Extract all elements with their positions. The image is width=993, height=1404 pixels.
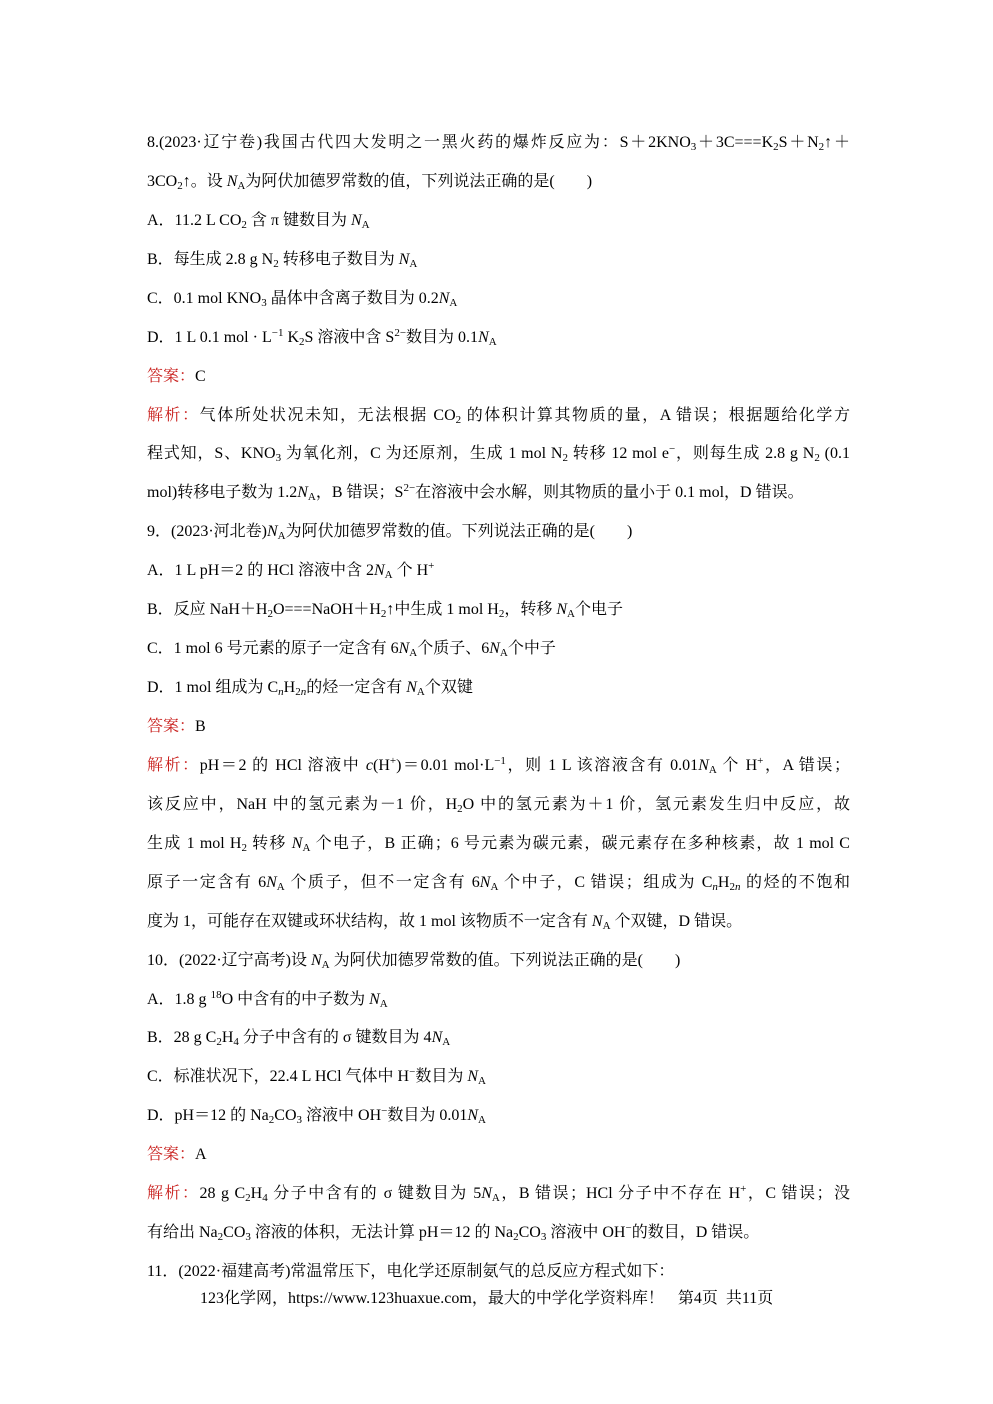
- superscript: 18: [210, 988, 222, 1001]
- question-stem-line: [147, 1257, 674, 1287]
- question-stem-line: [147, 128, 850, 158]
- text-run: S 溶液中含 S: [304, 328, 395, 346]
- subscript: 2: [267, 608, 273, 621]
- subscript: 2: [455, 413, 462, 426]
- superscript: +: [389, 754, 397, 767]
- italic-symbol: N: [291, 834, 303, 852]
- subscript: 2: [729, 880, 735, 893]
- analysis-line: [147, 401, 850, 431]
- subscript: A: [416, 686, 425, 698]
- italic-symbol: c: [365, 756, 374, 774]
- answer-label: 答案：: [147, 367, 196, 385]
- answer-value: A: [195, 1146, 207, 1164]
- text-run: O 中含有的中子数为: [221, 990, 370, 1008]
- text-run: 个中子，C 错误；组成为 C: [498, 873, 713, 891]
- subscript: 2: [457, 802, 463, 815]
- subscript: 2: [241, 218, 247, 231]
- italic-symbol: N: [467, 1107, 479, 1125]
- subscript: 2: [177, 179, 183, 192]
- analysis-line: [147, 790, 850, 820]
- option-line: [147, 634, 556, 664]
- italic-symbol: N: [297, 484, 308, 502]
- subscript: 3: [540, 1231, 547, 1243]
- text-run: ↑。设: [182, 172, 227, 190]
- italic-symbol: N: [406, 679, 417, 696]
- subscript: 2: [241, 841, 247, 854]
- subscript: 3: [296, 1114, 303, 1127]
- subscript: A: [302, 841, 311, 854]
- text-run: CO: [274, 1107, 297, 1125]
- text-run: 的数目，D 错误。: [631, 1224, 760, 1241]
- option-line: [147, 323, 497, 353]
- text-run: 气体所处状况未知，无法根据 CO: [199, 406, 456, 424]
- analysis-line: [147, 478, 804, 508]
- superscript: −: [669, 443, 676, 456]
- text-run: O===NaOH＋H: [272, 601, 381, 619]
- italic-symbol: N: [373, 562, 385, 580]
- text-run: H: [250, 1185, 263, 1203]
- option-line: [147, 673, 473, 703]
- subscript: A: [307, 491, 316, 504]
- italic-subscript: n: [734, 880, 741, 893]
- italic-symbol: N: [481, 1185, 492, 1203]
- subscript: A: [499, 647, 508, 660]
- footer-total-pages: 共11页: [725, 1290, 774, 1307]
- text-run: 9．(2023·河北卷): [147, 523, 267, 541]
- option-line: [147, 284, 457, 314]
- subscript: 2: [216, 1036, 222, 1049]
- answer-line: [147, 1140, 207, 1170]
- text-run: ，B 错误；HCl 分子中不存在 H: [499, 1185, 741, 1203]
- text-run: 溶液中 OH: [302, 1107, 382, 1125]
- text-run: ，转移: [504, 601, 557, 619]
- subscript: A: [449, 296, 458, 309]
- page-footer: [200, 1285, 773, 1313]
- text-run: 数目为 0.01: [387, 1107, 468, 1125]
- question-stem-line: [147, 517, 632, 547]
- text-run: D．1 L 0.1 mol · L: [147, 328, 272, 346]
- text-run: 个 H: [392, 562, 429, 580]
- text-run: B．每生成 2.8 g N: [147, 250, 274, 268]
- superscript: −1: [271, 326, 284, 339]
- text-run: 11．(2022·福建高考)常温常压下，电化学还原制氨气的总反应方程式如下：: [147, 1263, 675, 1280]
- text-run: 个质子、6: [417, 640, 490, 658]
- text-run: B．反应 NaH＋H: [147, 601, 268, 619]
- text-run: 原子一定含有 6: [147, 873, 267, 891]
- superscript: +: [428, 560, 435, 573]
- italic-symbol: N: [226, 172, 238, 190]
- italic-subscript: n: [712, 880, 718, 893]
- subscript: 2: [513, 1231, 519, 1243]
- text-run: 的烃的不饱和: [740, 873, 850, 891]
- text-run: 程式知，S、KNO: [147, 445, 276, 463]
- text-run: D．pH＝12 的 Na: [147, 1107, 269, 1125]
- text-run: 的体积计算其物质的量，A 错误；根据题给化学方: [461, 406, 850, 424]
- subscript: A: [567, 608, 575, 621]
- text-run: 为阿伏加德罗常数的值。下列说法正确的是( ): [285, 523, 633, 541]
- subscript: 2: [268, 1114, 275, 1127]
- text-run: ↑＋: [824, 134, 850, 151]
- subscript: 2: [245, 1192, 251, 1205]
- text-run: 晶体中含离子数目为 0.2: [266, 289, 439, 307]
- italic-symbol: N: [489, 640, 500, 658]
- text-run: 个电子: [575, 601, 624, 619]
- text-run: (H: [373, 756, 390, 774]
- italic-symbol: N: [556, 601, 568, 619]
- text-run: )＝0.01 mol·L: [396, 756, 495, 774]
- option-line: [147, 1023, 450, 1053]
- subscript: A: [478, 1114, 486, 1127]
- analysis-line: [147, 751, 850, 781]
- subscript: A: [409, 647, 418, 660]
- subscript: 3: [690, 141, 697, 153]
- text-run: 为氧化剂，C 为还原剂，生成 1 mol N: [281, 445, 563, 463]
- subscript: 2: [562, 452, 568, 465]
- italic-symbol: N: [438, 289, 450, 307]
- text-run: 个电子，B 正确；6 号元素为碳元素，碳元素存在多种核素，故 1 mol C: [310, 834, 850, 852]
- subscript: 3: [275, 452, 282, 465]
- text-run: H: [717, 873, 730, 891]
- italic-symbol: N: [266, 873, 277, 891]
- analysis-label: 解析：: [147, 1185, 200, 1203]
- subscript: 2: [295, 686, 301, 698]
- text-run: K: [283, 328, 300, 346]
- text-run: 个 H: [716, 756, 758, 774]
- subscript: 2: [498, 608, 505, 621]
- option-line: [147, 985, 388, 1015]
- subscript: A: [409, 257, 418, 270]
- subscript: 2: [273, 257, 279, 270]
- text-run: C．标准状况下，22.4 L HCl 气体中 H: [147, 1068, 410, 1086]
- text-run: 28 g C: [199, 1185, 246, 1203]
- answer-value: C: [195, 367, 206, 385]
- text-run: 10．(2022·辽宁高考)设: [147, 951, 311, 969]
- text-run: ，C 错误；没: [746, 1185, 850, 1203]
- option-line: [147, 206, 370, 236]
- subscript: A: [490, 880, 499, 893]
- analysis-label: 解析：: [147, 406, 200, 424]
- text-run: 个质子，但不一定含有 6: [284, 873, 480, 891]
- text-run: A．1 L pH＝2 的 HCl 溶液中含 2: [147, 562, 374, 580]
- superscript: −: [409, 1066, 416, 1079]
- superscript: 2−: [403, 482, 416, 495]
- superscript: 2−: [394, 326, 407, 339]
- superscript: +: [740, 1183, 747, 1196]
- answer-label: 答案：: [147, 718, 196, 735]
- italic-symbol: N: [267, 523, 278, 541]
- text-run: 个中子: [507, 640, 556, 658]
- text-run: 该反应中，NaH 中的氢元素为－1 价，H: [147, 795, 458, 813]
- subscript: A: [708, 763, 717, 776]
- superscript: −: [625, 1222, 632, 1234]
- subscript: A: [361, 218, 370, 231]
- option-line: [147, 595, 623, 625]
- analysis-line: [147, 1179, 850, 1209]
- subscript: 2: [380, 608, 387, 621]
- text-run: 分子中含有的 σ 键数目为 5: [267, 1185, 482, 1203]
- text-run: 8.(2023·辽宁卷)我国古代四大发明之一黑火药的爆炸反应为：S＋2KNO: [147, 134, 691, 151]
- text-run: O 中的氢元素为＋1 价，氢元素发生归中反应，故: [462, 795, 850, 813]
- text-run: 转移电子数目为: [278, 250, 399, 268]
- analysis-label: 解析：: [147, 756, 200, 774]
- subscript: A: [602, 919, 611, 932]
- footer-site-text: 123化学网，https://www.123huaxue.com，最大的中学化学资料库！: [200, 1290, 664, 1307]
- subscript: A: [379, 997, 388, 1010]
- text-run: 溶液的体积，无法计算 pH＝12 的 Na: [250, 1224, 514, 1241]
- subscript: 4: [233, 1036, 239, 1049]
- answer-label: 答案：: [147, 1146, 196, 1164]
- subscript: A: [277, 530, 286, 543]
- analysis-line: [147, 829, 850, 859]
- subscript: A: [237, 179, 246, 192]
- subscript: A: [276, 880, 285, 893]
- option-line: [147, 556, 434, 586]
- text-run: C．1 mol 6 号元素的原子一定含有 6: [147, 640, 399, 658]
- answer-value: B: [195, 718, 206, 735]
- text-run: 转移: [246, 834, 292, 852]
- text-run: 为阿伏加德罗常数的值，下列说法正确的是( ): [245, 172, 593, 190]
- option-line: [147, 1062, 486, 1092]
- subscript: 3: [261, 296, 267, 309]
- analysis-line: [147, 1218, 759, 1248]
- italic-symbol: N: [478, 328, 489, 346]
- text-run: A．1.8 g: [147, 990, 211, 1008]
- subscript: A: [491, 1192, 500, 1205]
- footer-page-number: 第4页: [677, 1290, 718, 1307]
- italic-symbol: N: [311, 951, 322, 969]
- text-run: 个双键，D 错误。: [610, 912, 743, 930]
- subscript: 2: [299, 335, 305, 348]
- analysis-line: [147, 439, 850, 469]
- subscript: 3: [245, 1231, 251, 1243]
- text-run: 数目为 0.1: [406, 328, 479, 346]
- subscript: A: [321, 958, 330, 971]
- subscript: 2: [217, 1231, 224, 1243]
- text-run: 的烃一定含有: [306, 679, 407, 696]
- analysis-line: [147, 868, 850, 898]
- text-run: ，B 错误；S: [315, 484, 404, 502]
- subscript: 2: [773, 141, 779, 153]
- italic-symbol: N: [431, 1029, 443, 1047]
- text-run: D．1 mol 组成为 C: [147, 679, 279, 696]
- text-run: C．0.1 mol KNO: [147, 289, 262, 307]
- text-run: mol)转移电子数为 1.2: [147, 484, 298, 502]
- text-run: H: [221, 1029, 234, 1047]
- question-stem-line: [147, 167, 592, 197]
- subscript: A: [488, 335, 497, 348]
- italic-subscript: n: [278, 686, 284, 698]
- italic-symbol: N: [398, 640, 410, 658]
- italic-subscript: n: [300, 686, 307, 698]
- text-run: 个双键: [424, 679, 473, 696]
- text-run: 生成 1 mol H: [147, 834, 242, 852]
- text-run: 为阿伏加德罗常数的值。下列说法正确的是( ): [329, 951, 681, 969]
- superscript: +: [757, 754, 764, 767]
- text-run: 分子中含有的 σ 键数目为 4: [238, 1029, 432, 1047]
- text-run: 在溶液中会水解，则其物质的量小于 0.1 mol，D 错误。: [415, 484, 804, 502]
- analysis-line: [147, 907, 742, 937]
- text-run: CO: [518, 1224, 541, 1241]
- subscript: A: [384, 569, 393, 582]
- text-run: pH＝2 的 HCl 溶液中: [199, 756, 366, 774]
- text-run: ，A 错误；: [763, 756, 850, 774]
- text-run: A．11.2 L CO: [147, 211, 242, 229]
- answer-line: [147, 362, 206, 392]
- subscript: A: [478, 1075, 486, 1088]
- text-run: 度为 1，可能存在双键或环状结构，故 1 mol 该物质不一定含有: [147, 912, 592, 930]
- text-run: 含 π 键数目为: [246, 211, 351, 229]
- option-line: [147, 245, 417, 275]
- text-run: ，则 1 L 该溶液含有 0.01: [505, 756, 699, 774]
- text-run: 有给出 Na: [147, 1224, 218, 1241]
- subscript: 4: [262, 1192, 268, 1205]
- subscript: A: [442, 1036, 451, 1049]
- superscript: −1: [494, 754, 506, 767]
- italic-symbol: N: [398, 250, 410, 268]
- answer-line: [147, 712, 206, 742]
- text-run: S＋N: [778, 134, 819, 151]
- text-run: 数目为: [415, 1068, 468, 1086]
- text-run: ，则每生成 2.8 g N: [675, 445, 815, 463]
- text-run: 溶液中 OH: [546, 1224, 626, 1241]
- text-run: 转移 12 mol e: [567, 445, 669, 463]
- italic-symbol: N: [369, 990, 380, 1008]
- italic-symbol: N: [350, 211, 362, 229]
- option-line: [147, 1101, 486, 1131]
- superscript: −: [381, 1105, 388, 1118]
- italic-symbol: N: [591, 912, 603, 930]
- text-run: CO: [223, 1224, 246, 1241]
- text-run: ＋3C===K: [696, 134, 774, 151]
- subscript: 2: [818, 141, 825, 153]
- subscript: 2: [814, 452, 820, 465]
- italic-symbol: N: [479, 873, 491, 891]
- italic-symbol: N: [698, 756, 709, 774]
- question-stem-line: [147, 946, 680, 976]
- text-run: B．28 g C: [147, 1029, 217, 1047]
- text-run: (0.1: [819, 445, 850, 463]
- text-run: H: [283, 679, 296, 696]
- text-run: 3CO: [147, 172, 178, 190]
- italic-symbol: N: [467, 1068, 478, 1086]
- text-run: ↑中生成 1 mol H: [386, 601, 499, 619]
